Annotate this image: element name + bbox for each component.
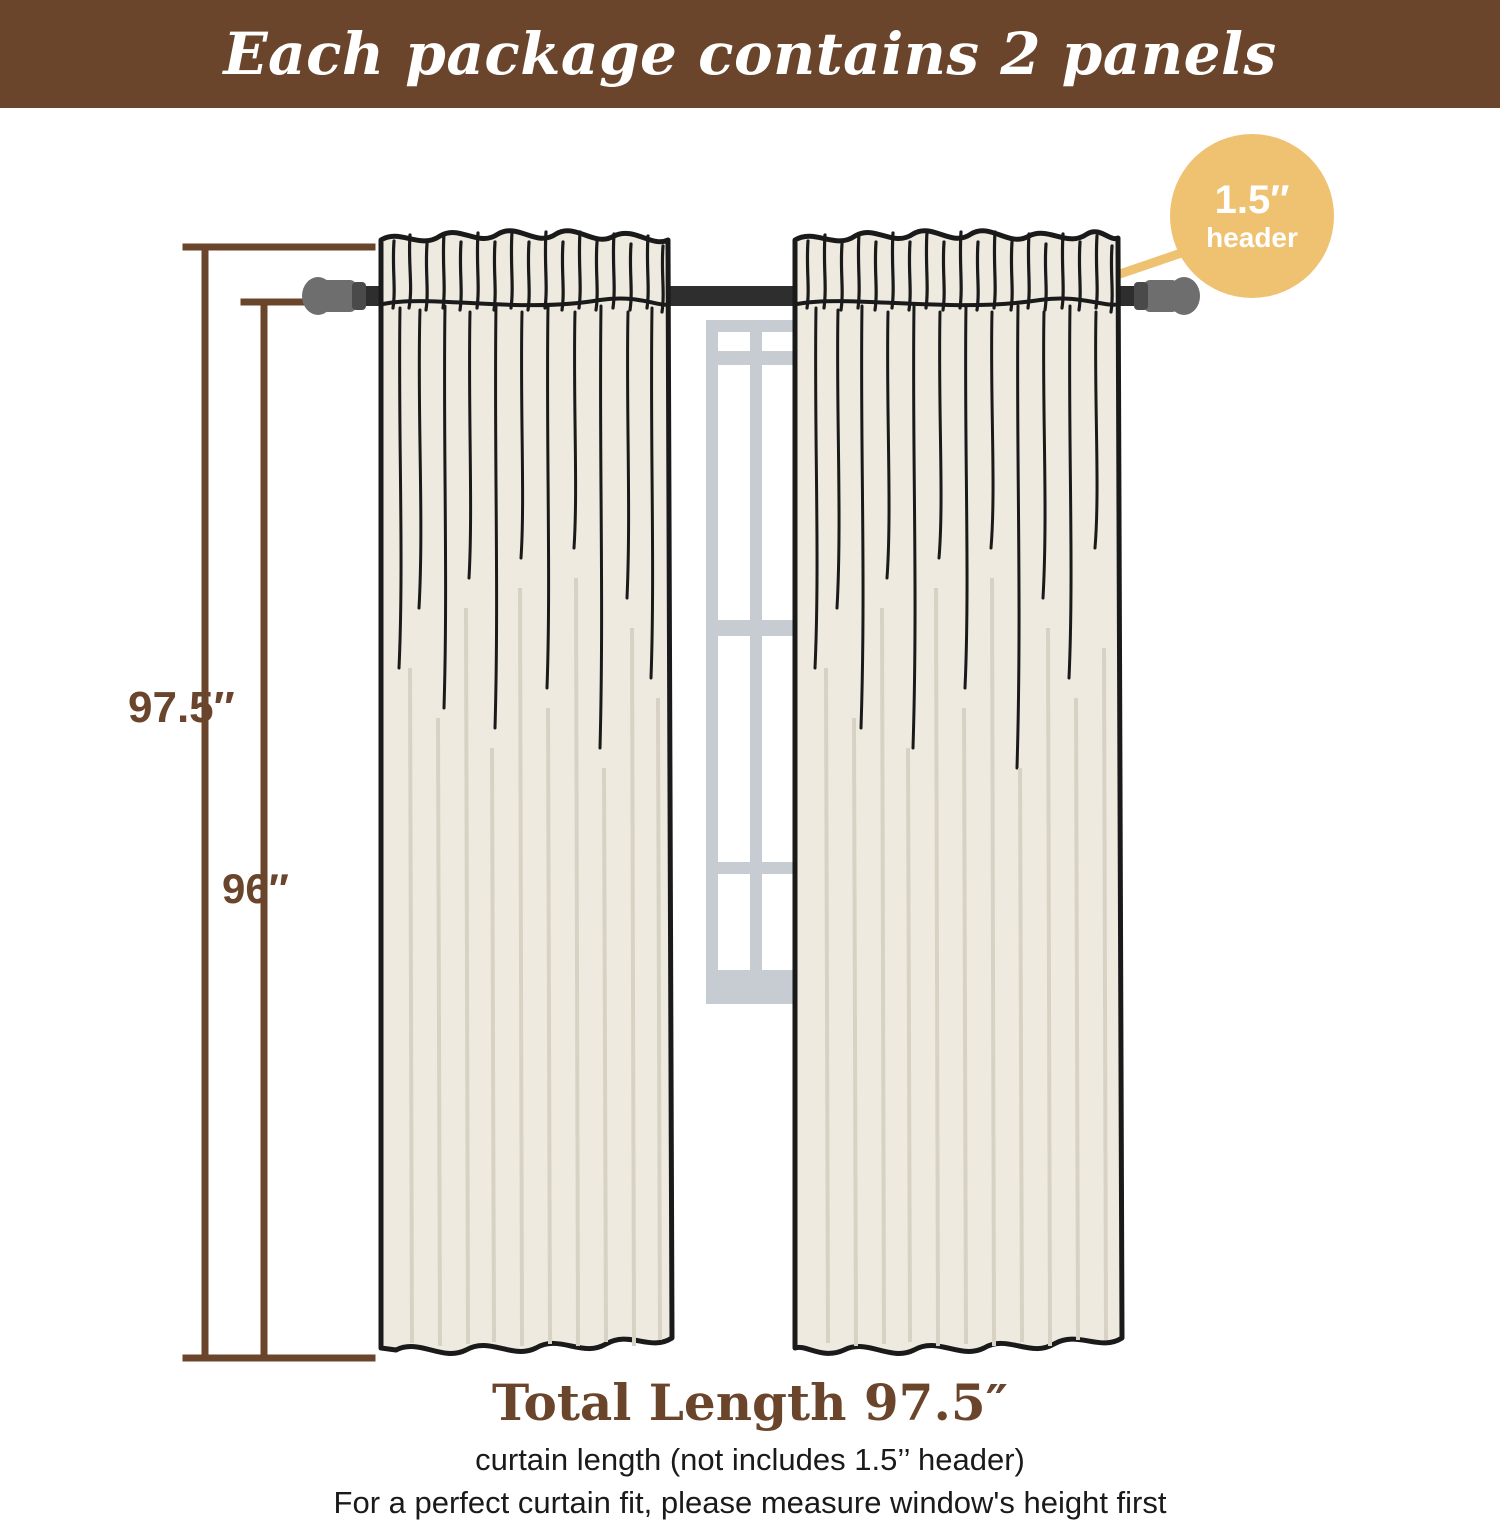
banner-title: Each package contains 2 panels: [223, 20, 1277, 88]
illustration-stage: [0, 108, 1500, 1520]
dimension-label-panel: 96″: [222, 865, 289, 912]
curtain-panel-left: [381, 231, 672, 1354]
caption-block: [0, 1373, 1500, 1521]
dimension-lines: [186, 247, 372, 1358]
caption-line-1: curtain length (not includes 1.5’’ header): [475, 1442, 1025, 1477]
dimension-label-total: 97.5″: [128, 683, 235, 732]
callout-value: 1.5″: [1214, 178, 1290, 223]
curtain-illustration: [0, 108, 1500, 1493]
header-callout-bubble: [1170, 134, 1334, 298]
window-graphic: [706, 326, 806, 998]
callout-sub-label: header: [1206, 222, 1298, 254]
caption-title: Total Length 97.5″: [492, 1373, 1008, 1432]
top-banner: [0, 0, 1500, 108]
caption-line-2: For a perfect curtain fit, please measure window's height first: [333, 1485, 1167, 1520]
curtain-panel-right: [795, 231, 1122, 1354]
